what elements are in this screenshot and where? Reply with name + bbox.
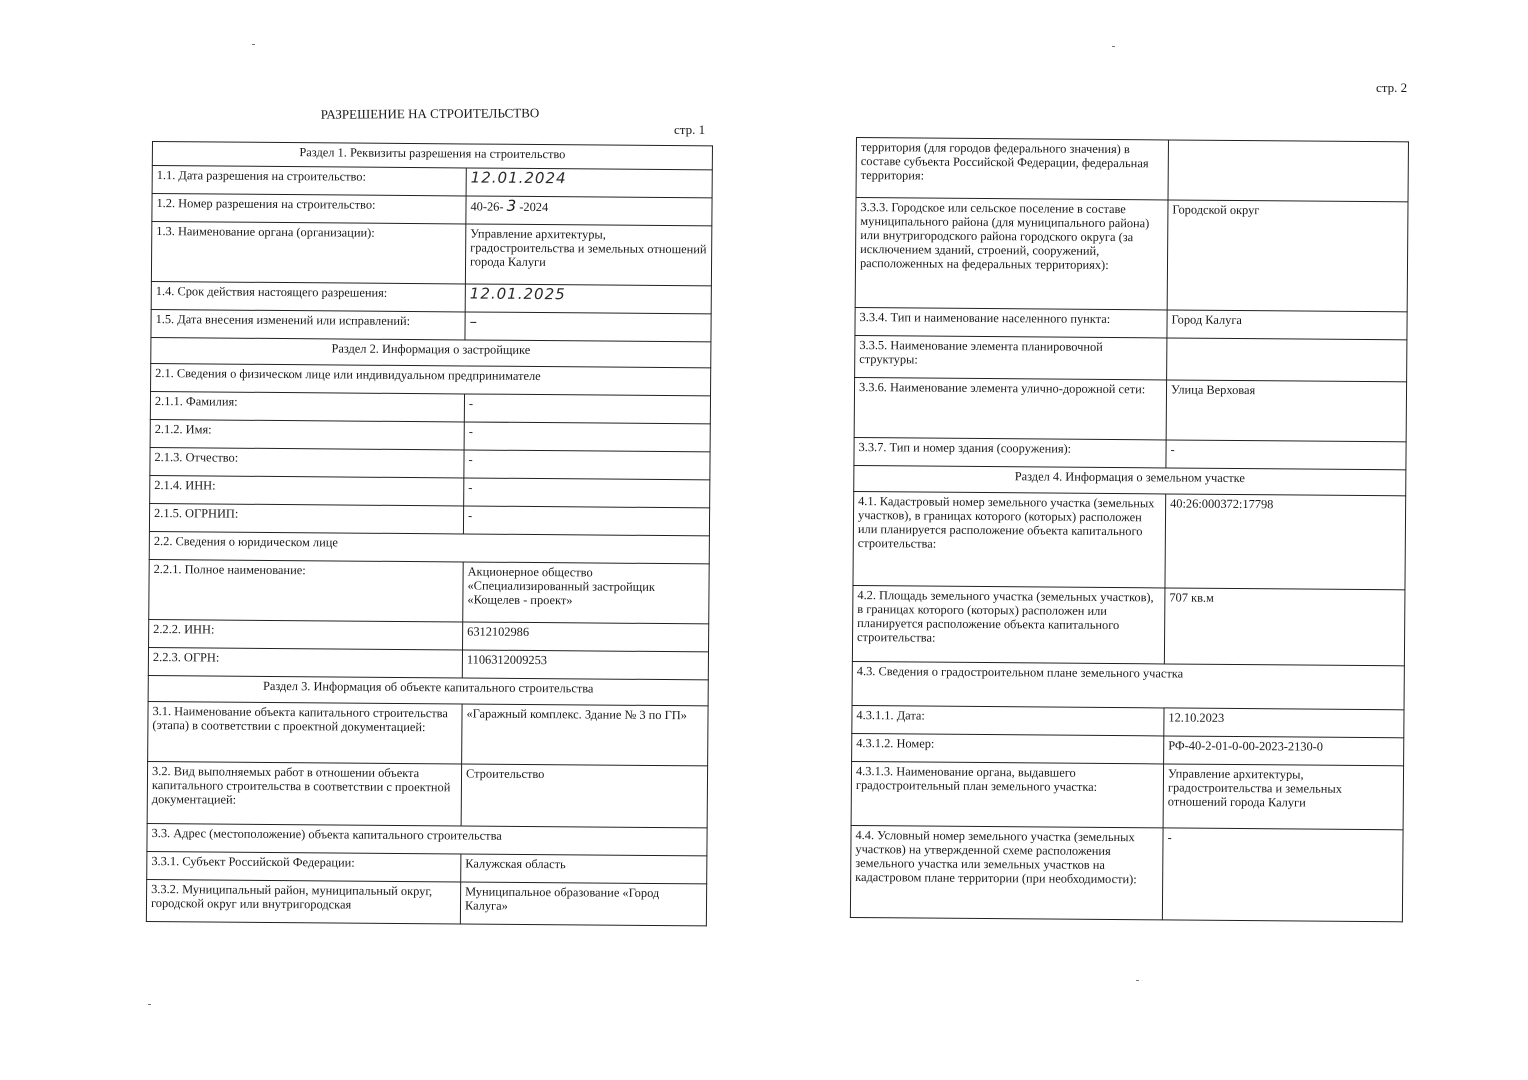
field-label: 3.3.4. Тип и наименование населенного пункта: [855, 307, 1167, 337]
field-value [1168, 140, 1408, 202]
field-label: 3.3.1. Субъект Российской Федерации: [147, 851, 461, 881]
handwritten-permit-number: 3 [506, 196, 517, 215]
handwritten-date: 12.01.2025 [469, 284, 566, 304]
permit-form-page-2 [850, 137, 1409, 922]
field-value: - [463, 506, 709, 536]
section-2-header: Раздел 2. Информация о застройщике [151, 337, 711, 367]
field-label: 1.1. Дата разрешения на строительство: [152, 166, 466, 196]
field-label: 1.5. Дата внесения изменений или исправлений: [151, 309, 465, 339]
field-label: 2.1.2. Имя: [150, 419, 464, 449]
subsection-legal-entity: 2.2. Сведения о юридическом лице [149, 531, 709, 563]
conditional-number-value: - [1162, 828, 1403, 922]
scan-speck [148, 1004, 151, 1005]
settlement-value: Городской округ [1167, 200, 1408, 312]
region-value: Калужская область [461, 854, 707, 884]
scan-speck [1136, 980, 1139, 981]
field-label: 1.3. Наименование органа (организации): [151, 222, 465, 284]
field-label: 3.3.3. Городское или сельское поселение в составе муниципального района (для муниципального района) или внутригородского района городского округа (за исключением зданий, строений, сооружений, расположенных на федеральных территориях): [855, 198, 1168, 310]
field-label: 3.3.5. Наименование элемента планировочной структуры: [855, 335, 1167, 379]
field-label: 2.2.3. ОГРН: [148, 647, 462, 677]
field-label: 2.2.2. ИНН: [149, 619, 463, 649]
permit-number-prefix: 40-26- [470, 199, 504, 214]
locality-value: Город Калуга [1167, 310, 1407, 340]
validity-date-value [465, 284, 711, 314]
field-label: 2.1.4. ИНН: [150, 475, 464, 505]
field-label: 4.4. Условный номер земельного участка (земельных участков) на утвержденной схеме расположения земельного участка или земельных участков на кадастровом плане территории (при необходимости): [850, 825, 1163, 919]
scan-speck [252, 44, 255, 45]
planning-element-value [1167, 338, 1407, 382]
field-label: 3.3.7. Тип и номер здания (сооружения): [854, 437, 1166, 467]
municipality-value: Муниципальное образование «Город Калуга» [460, 882, 706, 926]
field-value: - [464, 394, 710, 424]
amendment-date-value [465, 312, 711, 342]
page-2 [764, 0, 1528, 1080]
field-value: - [464, 422, 710, 452]
permit-date-value [466, 168, 712, 198]
plan-date-value: 12.10.2023 [1164, 708, 1404, 738]
issuing-authority-value: Управление архитектуры, градостроительства и земельных отношений города Калуги [465, 224, 711, 286]
field-label: 3.1. Наименование объекта капитального строительства (этапа) в соответствии с проектной документацией: [148, 701, 462, 763]
subsection-address: 3.3. Адрес (местоположение) объекта капитального строительства [147, 823, 707, 855]
work-type-value: Строительство [461, 764, 707, 828]
field-label: 2.2.1. Полное наименование: [149, 559, 463, 621]
object-name-value: «Гаражный комплекс. Здание № 3 по ГП» [462, 704, 708, 766]
field-value: - [464, 450, 710, 480]
permit-number-suffix: -2024 [519, 199, 549, 215]
field-label: 2.1.5. ОГРНИП: [149, 503, 463, 533]
building-value: - [1166, 440, 1406, 470]
section-3-header: Раздел 3. Информация об объекте капитального строительства [148, 675, 708, 705]
inn-value: 6312102986 [463, 622, 709, 652]
subsection-urban-plan: 4.3. Сведения о градостроительном плане земельного участка [852, 661, 1404, 709]
subsection-individual: 2.1. Сведения о физическом лице или индивидуальном предпринимателе [151, 363, 711, 395]
field-label: 2.1.1. Фамилия: [150, 391, 464, 421]
plan-number-value: РФ-40-2-01-0-00-2023-2130-0 [1164, 736, 1404, 766]
field-label: 4.1. Кадастровый номер земельного участка (земельных участков), в границах которого (которых) расположен или планируется расположение объекта капитального строительства: [853, 491, 1166, 587]
handwritten-dash: – [469, 312, 479, 331]
section-4-header: Раздел 4. Информация о земельном участке [854, 465, 1406, 495]
field-label: 3.2. Вид выполняемых работ в отношении объекта капитального строительства в соответствии с проектной документацией: [147, 761, 461, 825]
permit-number-value [466, 196, 712, 226]
section-1-header: Раздел 1. Реквизиты разрешения на строительство [152, 142, 712, 170]
field-value: - [464, 478, 710, 508]
field-label: 1.2. Номер разрешения на строительство: [152, 194, 466, 224]
permit-form-page-1 [146, 141, 713, 926]
field-label: 4.3.1.3. Наименование органа, выдавшего градостроительный план земельного участка: [851, 761, 1163, 827]
page-number: стр. 2 [1376, 80, 1408, 95]
field-label: 4.2. Площадь земельного участка (земельных участков), в границах которого (которых) расположен или планируется расположение объекта капитального строительства: [852, 585, 1165, 663]
field-label: 1.4. Срок действия настоящего разрешения: [151, 281, 465, 311]
scan-speck [1112, 46, 1115, 47]
field-label: 4.3.1.2. Номер: [852, 733, 1164, 763]
handwritten-date: 12.01.2024 [470, 168, 567, 188]
ogrn-value: 1106312009253 [462, 650, 708, 680]
document-title: РАЗРЕШЕНИЕ НА СТРОИТЕЛЬСТВО [320, 105, 540, 122]
field-label: 3.3.6. Наименование элемента улично-дорожной сети: [854, 377, 1166, 439]
field-label: 3.3.2. Муниципальный район, муниципальный округ, городской округ или внутригородская [146, 879, 460, 923]
cadastral-number-value: 40:26:000372:17798 [1165, 494, 1406, 590]
field-label: 4.3.1.1. Дата: [852, 705, 1164, 735]
plan-authority-value: Управление архитектуры, градостроительства и земельных отношений города Калуги [1163, 764, 1403, 830]
street-value: Улица Верховая [1166, 380, 1406, 442]
field-label: 2.1.3. Отчество: [150, 447, 464, 477]
area-value: 707 кв.м [1164, 588, 1405, 666]
company-name-value: Акционерное общество «Специализированный застройщик «Кощелев - проект» [463, 562, 709, 624]
field-label: территория (для городов федерального значения) в составе субъекта Российской Федерации, федеральная территория: [856, 138, 1168, 200]
page-number: стр. 1 [674, 122, 706, 137]
